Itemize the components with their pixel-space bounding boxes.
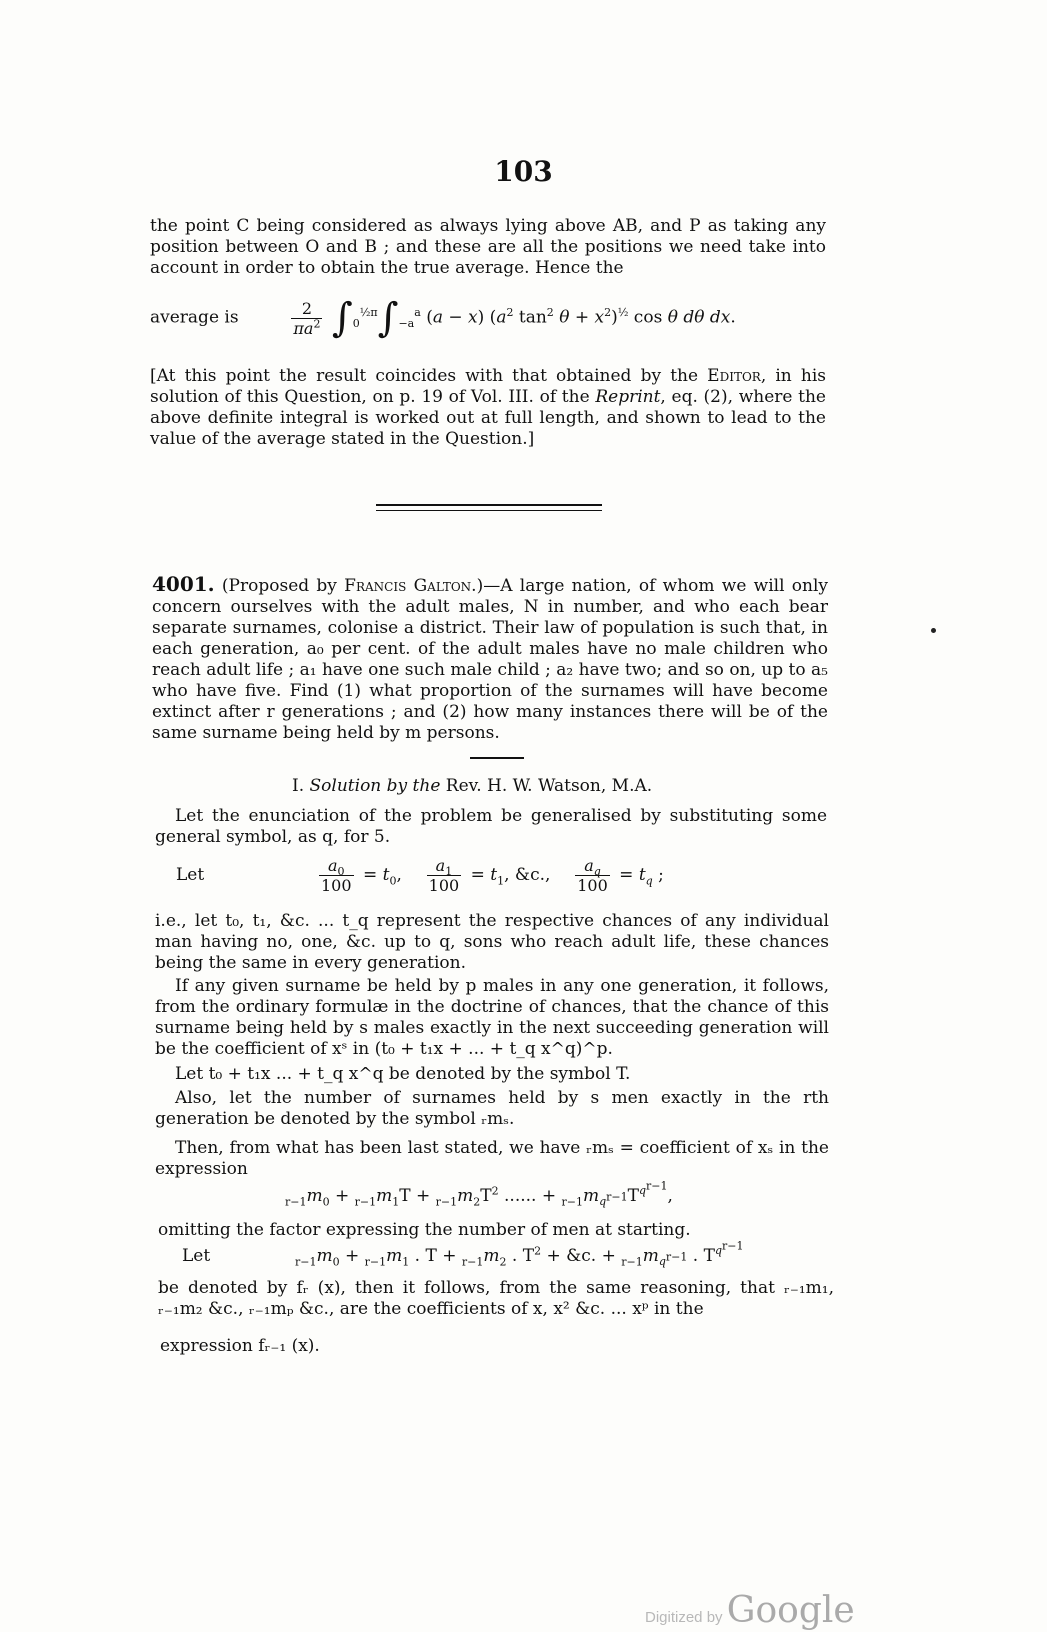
page-number: 103 [494,155,553,188]
paragraph-ie: i.e., let t₀, t₁, &c. ... t_q represent the respective chances of any individual man having no, one, &c. up to q, sons who reach adult life, these chances being the same in every generation. [155,911,829,973]
paragraph-be-denoted: be denoted by fᵣ (x), then it follows, from the same reasoning, that ᵣ₋₁m₁, ᵣ₋₁m₂ &c., ᵣ₋₁mₚ &c., are the coefficients of x, x² &c. ... xᵖ in the [158,1278,834,1319]
expression-series: $_{r-1}m_0 + _{r-1}m_1T + _{r-1}m_2T^2$ ...... + $_{r-1}m_{q^{r-1}}T^{q^{r-1}}$, [285,1179,673,1209]
paragraph-then: Then, from what has been last stated, we have ᵣmₛ = coefficient of xₛ in the expression [155,1138,829,1179]
paragraph-expression: expression fᵣ₋₁ (x). [160,1336,320,1356]
solution-heading: I. Solution by the Rev. H. W. Watson, M.A. [292,776,653,796]
paragraph-generalise: Let the enunciation of the problem be generalised by substituting some general symbol, as q, for 5. [155,806,827,847]
paragraph-let-t: Let t₀ + t₁x ... + t_q x^q be denoted by the symbol T. [175,1064,631,1084]
average-formula: average is $\frac{2}{\pi a^2}$ $\int_0^{\frac{1}{2}\pi}\int_{-a}^a$ (a − x) ($a^2$ $\tan^2 \theta + x^2)^{\frac{1}{2}}$ cos θ dθ dx. [150,295,736,341]
bracket-note: [At this point the result coincides with that obtained by the Editor, in his solution of this Question, on p. 19 of Vol. III. of the Reprint, eq. (2), where the above definite integral is worked out at full length, and shown to lead to the value of the average stated in the Question.] [150,366,826,449]
section-divider-top [376,504,602,506]
editor-name: Editor [707,366,761,386]
question-author: Francis Galton [344,576,472,596]
paragraph-omit: omitting the factor expressing the number of men at starting. [158,1220,691,1240]
let-series-formula: Let $_{r-1}m_0 + _{r-1}m_1$ . $T + _{r-1}m_2$ . $T^2$ + &c. + $_{r-1}m_{q^{r-1}}$ . $T^{q^{r-1}}$ [182,1239,744,1269]
margin-mark [931,628,936,633]
paragraph-if: If any given surname be held by p males in any one generation, it follows, from the ordinary formulæ in the doctrine of chances, that the chance of this surname being held by s males exactly in the next succeeding generation will be the coefficient of xˢ in (t₀ + t₁x + ... + t_q x^q)^p. [155,976,829,1059]
google-logo: Google [726,1590,855,1631]
short-divider [470,757,524,759]
section-divider-bottom [376,510,602,511]
average-label: average is [150,307,239,328]
let-t-formula: Let $\frac{a_0}{100}$ = $t_0$, $\frac{a_1}{100}$ = $t_1$, &c., $\frac{a_q}{100}$ = $t_q$ ; [176,856,664,895]
reprint-title: Reprint [595,387,661,407]
question-number: 4001. [152,572,215,596]
paragraph-also: Also, let the number of surnames held by s men exactly in the rth generation be denoted by the symbol ᵣmₛ. [155,1088,829,1129]
question-4001: 4001. (Proposed by Francis Galton.)—A large nation, of whom we will only concern ourselves with the adult males, N in number, and who each bear separate surnames, colonise a district. Their law of population is such that, in each generation, a₀ per cent. of the adult males have no male children who reach adult life ; a₁ have one such male child ; a₂ have two; and so on, up to a₅ who have five. Find (1) what proportion of the surnames will have become extinct after r generations ; and (2) how many instances there will be of the same surname being held by m persons. [152,572,829,743]
digitized-watermark: Digitized by Google [645,1590,855,1631]
paragraph-intro: the point C being considered as always lying above AB, and P as taking any position between O and B ; and these are all the positions we need take into account in order to obtain the true average. Hence the [150,216,826,278]
